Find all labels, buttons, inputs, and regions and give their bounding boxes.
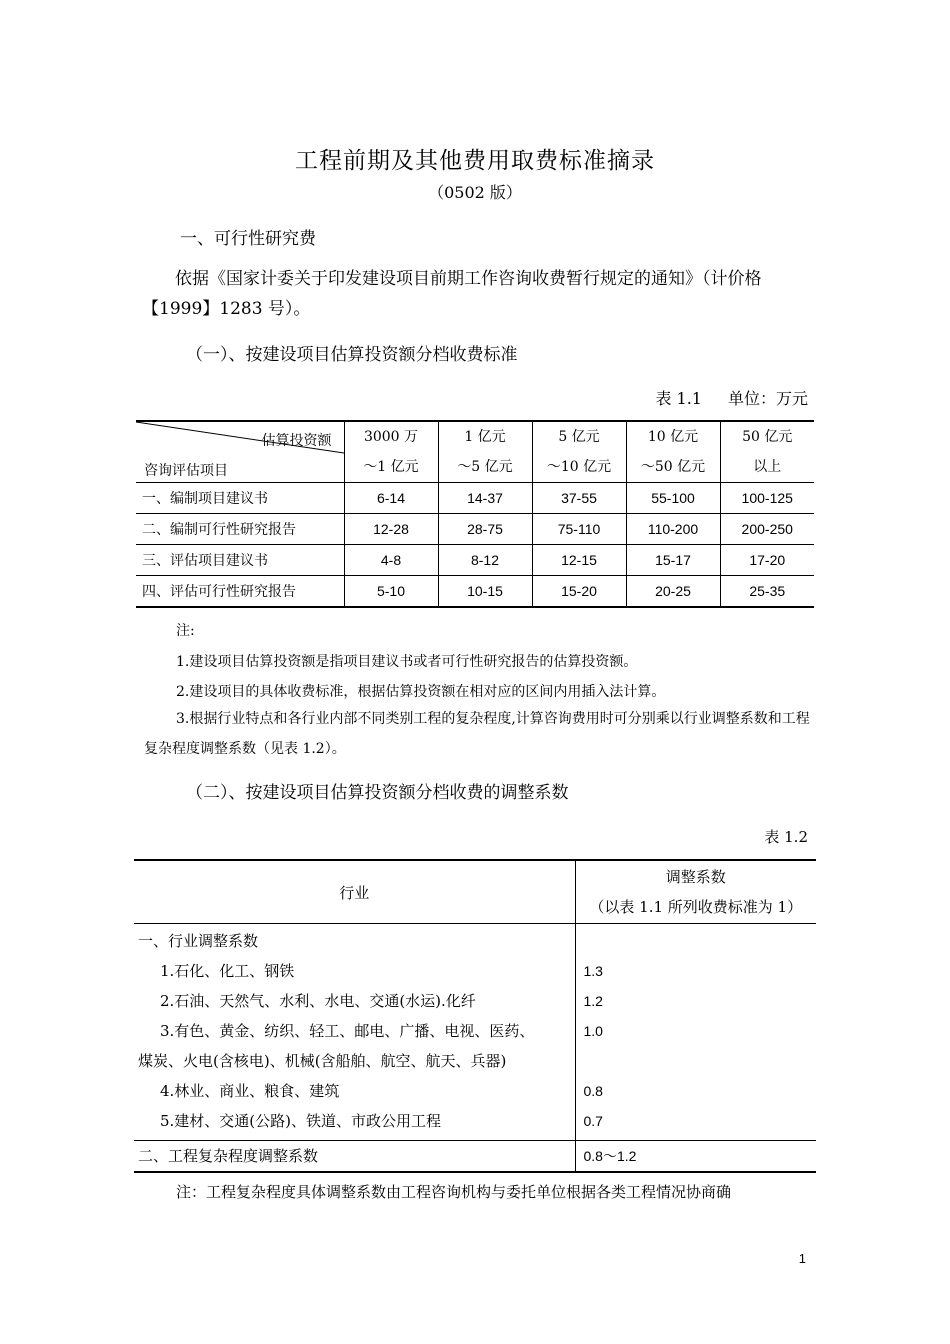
column-header: 10 亿元 ～50 亿元 <box>626 421 720 483</box>
table1-unit: 单位：万元 <box>727 389 808 408</box>
table-row <box>136 514 814 545</box>
cell-value: 110-200 <box>626 514 720 545</box>
cell-value: 10-15 <box>438 576 532 608</box>
coefficient-value: 1.2 <box>583 993 603 1009</box>
cell-value: 5-10 <box>344 576 438 608</box>
cell-value: 25-35 <box>720 576 814 608</box>
cell-value: 55-100 <box>626 483 720 514</box>
list-item: 3.有色、黄金、纺织、轻工、邮电、广播、电视、医药、 <box>160 1022 535 1040</box>
row-label: 一、编制项目建议书 <box>136 483 344 514</box>
cell-value: 20-25 <box>626 576 720 608</box>
column-header: 3000 万 ～1 亿元 <box>344 421 438 483</box>
table2-body <box>134 924 816 1141</box>
page-title: 工程前期及其他费用取费标准摘录 <box>295 148 655 174</box>
list-item: 1.石化、化工、钢铁 <box>160 962 295 980</box>
page-number: 1 <box>798 1251 806 1266</box>
note-1: 1.建设项目估算投资额是指项目建议书或者可行性研究报告的估算投资额。 <box>176 654 638 670</box>
column-header: 1 亿元 ～5 亿元 <box>438 421 532 483</box>
cell-value: 37-55 <box>532 483 626 514</box>
cell-value: 100-125 <box>720 483 814 514</box>
fee-standard-table <box>136 420 814 608</box>
list-item: 煤炭、火电(含核电)、机械(含船舶、航空、航天、兵器) <box>138 1052 507 1070</box>
table-row <box>136 545 814 576</box>
cell-value: 75-110 <box>532 514 626 545</box>
table2-number: 表 1.2 <box>764 828 808 846</box>
table1-caption <box>655 386 808 409</box>
cell-value: 28-75 <box>438 514 532 545</box>
cell-value: 200-250 <box>720 514 814 545</box>
group-label-complexity: 二、工程复杂程度调整系数 <box>134 1141 575 1173</box>
note-3: 3.根据行业特点和各行业内部不同类别工程的复杂程度,计算咨询费用时可分别乘以行业调整系数和工程复杂程度调整系数（见表 1.2）。 <box>144 711 810 757</box>
cell-value: 15-20 <box>532 576 626 608</box>
header-coefficient: 调整系数 （以表 1.1 所列收费标准为 1） <box>575 860 816 924</box>
corner-label-project: 咨询评估项目 <box>144 463 228 479</box>
list-item: 5.建材、交通(公路)、铁道、市政公用工程 <box>160 1112 442 1130</box>
table-row <box>134 1141 816 1173</box>
coefficient-value: 1.0 <box>583 1023 603 1039</box>
list-item: 4.林业、商业、粮食、建筑 <box>160 1082 340 1100</box>
group-label-industry: 一、行业调整系数 <box>138 932 259 950</box>
version-label: （0502 版） <box>428 183 522 202</box>
table1-header-row <box>136 421 814 483</box>
column-header: 50 亿元 以上 <box>720 421 814 483</box>
adjustment-coefficient-table <box>134 859 816 1173</box>
row-label: 二、编制可行性研究报告 <box>136 514 344 545</box>
cell-value: 14-37 <box>438 483 532 514</box>
cell-value: 12-15 <box>532 545 626 576</box>
cell-value: 15-17 <box>626 545 720 576</box>
basis-paragraph: 依据《国家计委关于印发建设项目前期工作咨询收费暂行规定的通知》（计价格【1999】1283 号）。 <box>142 269 762 319</box>
coefficient-value: 0.8 <box>583 1083 603 1099</box>
coefficient-list <box>575 924 816 1141</box>
table-row <box>136 483 814 514</box>
header-industry: 行业 <box>134 860 575 924</box>
row-label: 四、评估可行性研究报告 <box>136 576 344 608</box>
cell-value: 12-28 <box>344 514 438 545</box>
subsection-heading-fee-standard: （一）、按建设项目估算投资额分档收费标准 <box>186 345 518 365</box>
cell-value: 6-14 <box>344 483 438 514</box>
table-row <box>136 576 814 608</box>
section-heading-feasibility: 一、可行性研究费 <box>180 229 316 249</box>
coefficient-value: 0.7 <box>583 1113 603 1129</box>
industry-list <box>134 924 575 1141</box>
coefficient-value: 1.3 <box>583 963 603 979</box>
footnote: 注：工程复杂程度具体调整系数由工程咨询机构与委托单位根据各类工程情况协商确 <box>176 1183 732 1201</box>
column-header: 5 亿元 ～10 亿元 <box>532 421 626 483</box>
corner-label-investment: 估算投资额 <box>261 433 332 449</box>
cell-value: 8-12 <box>438 545 532 576</box>
note-2: 2.建设项目的具体收费标准，根据估算投资额在相对应的区间内用插入法计算。 <box>176 684 666 700</box>
table2-header-row <box>134 860 816 924</box>
table1-corner-cell <box>136 421 344 483</box>
row-label: 三、评估项目建议书 <box>136 545 344 576</box>
list-item: 2.石油、天然气、水利、水电、交通(水运).化纤 <box>160 992 476 1010</box>
cell-value: 17-20 <box>720 545 814 576</box>
coefficient-value: 0.8～1.2 <box>575 1141 816 1173</box>
table1-number: 表 1.1 <box>655 389 702 408</box>
cell-value: 4-8 <box>344 545 438 576</box>
subsection-heading-adjustment: （二）、按建设项目估算投资额分档收费的调整系数 <box>186 783 569 803</box>
notes-label: 注: <box>176 623 195 639</box>
